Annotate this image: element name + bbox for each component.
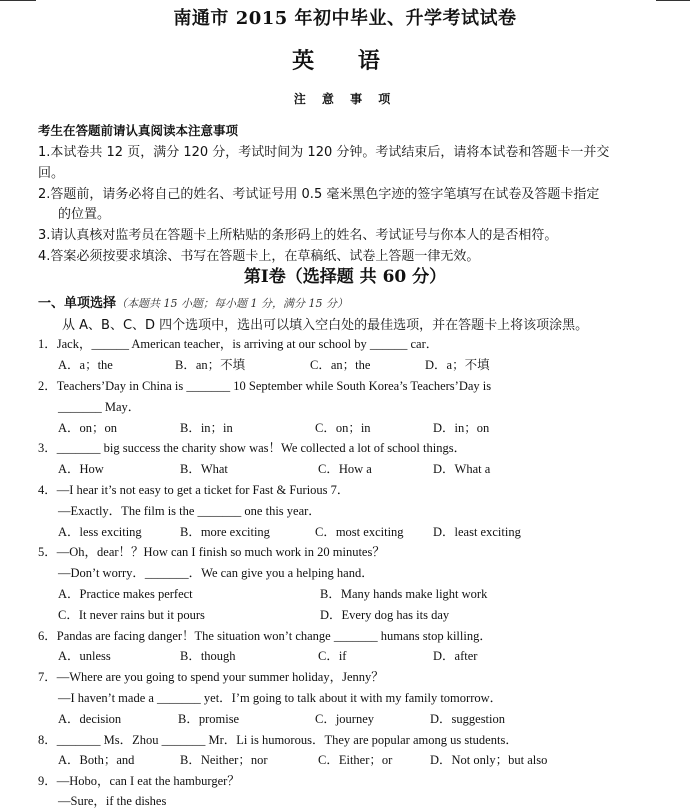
option-d: D．What a xyxy=(433,462,491,476)
option-d: D．Not only；but also xyxy=(430,753,548,767)
option-b: B．though xyxy=(180,649,236,663)
question-stem: 8．_______ Ms．Zhou _______ Mr．Li is humorous．They are popular among us students． xyxy=(38,733,518,747)
option-a: A．decision xyxy=(58,712,122,726)
option-d: D．least exciting xyxy=(433,525,521,539)
option-a: A．on；on xyxy=(58,421,118,435)
option-b: B．Many hands make light work xyxy=(320,587,488,601)
option-c: C．It never rains but it pours xyxy=(58,608,205,622)
part-title: 一、单项选择 xyxy=(38,296,117,311)
option-d: D．a；不填 xyxy=(425,358,490,372)
part-heading xyxy=(38,292,348,311)
subject-title: 英 语 xyxy=(292,48,398,74)
question-stem: —Exactly．The film is the _______ one this year． xyxy=(58,504,321,518)
option-c: C．most exciting xyxy=(315,525,404,539)
section-title: 第Ⅰ卷（选择题 共 60 分） xyxy=(243,267,447,287)
option-a: A．Practice makes perfect xyxy=(58,587,193,601)
question-stem: 1．Jack，______ American teacher，is arriving at our school by ______ car． xyxy=(38,337,439,351)
question-stem: —Sure，if the dishes xyxy=(58,794,167,808)
notice-line: 的位置。 xyxy=(58,207,111,222)
option-c: C．Either；or xyxy=(318,753,393,767)
question-stem: —Don’t worry．_______．We can give you a helping hand． xyxy=(58,566,374,580)
option-d: D．Every dog has its day xyxy=(320,608,450,622)
option-a: A．unless xyxy=(58,649,111,663)
notice-line: 1.本试卷共 12 页，满分 120 分，考试时间为 120 分钟。考试结束后，请将本试卷和答题卡一并交 xyxy=(38,145,610,160)
question-stem: 2．Teachers’Day in China is _______ 10 September while South Korea’s Teachers’Day is xyxy=(38,379,492,393)
option-a: A．less exciting xyxy=(58,525,142,539)
question-stem: 7．—Where are you going to spend your summer holiday，Jenny？ xyxy=(38,670,384,684)
option-d: D．suggestion xyxy=(430,712,506,726)
option-a: A．Both；and xyxy=(58,753,135,767)
top-edge-line-right xyxy=(656,0,690,1)
notice-heading: 考生在答题前请认真阅读本注意事项 xyxy=(38,123,239,138)
option-c: C．journey xyxy=(315,712,375,726)
top-edge-line-left xyxy=(0,0,36,1)
option-d: D．after xyxy=(433,649,478,663)
question-stem: _______ May． xyxy=(58,400,141,414)
notice-line: 3.请认真核对监考员在答题卡上所粘贴的条形码上的姓名、考试证号与你本人的是否相符。 xyxy=(38,228,558,243)
notice-line: 4.答案必须按要求填涂、书写在答题卡上，在草稿纸、试卷上答题一律无效。 xyxy=(38,249,480,264)
option-c: C．an；the xyxy=(310,358,371,372)
option-c: C．How a xyxy=(318,462,372,476)
option-c: C．if xyxy=(318,649,347,663)
question-stem: 3．_______ big success the charity show was！We collected a lot of school things． xyxy=(38,441,467,455)
option-b: B．in；in xyxy=(180,421,233,435)
question-stem: 6．Pandas are facing danger！The situation won’t change _______ humans stop killing． xyxy=(38,629,492,643)
question-stem: 4．—I hear it’s not easy to get a ticket for Fast & Furious 7． xyxy=(38,483,350,497)
option-b: B．an；不填 xyxy=(175,358,246,372)
part-note: （本题共 15 小题；每小题 1 分，满分 15 分） xyxy=(116,297,348,310)
option-b: B．promise xyxy=(178,712,240,726)
question-stem: 5．—Oh，dear！？How can I finish so much work in 20 minutes？ xyxy=(38,545,385,559)
question-stem: —I haven’t made a _______ yet．I’m going to talk about it with my family tomorrow． xyxy=(58,691,503,705)
question-stem: 9．—Hobo，can I eat the hamburger？ xyxy=(38,774,240,788)
part-instruction: 从 A、B、C、D 四个选项中，选出可以填入空白处的最佳选项，并在答题卡上将该项涂黑。 xyxy=(62,318,589,333)
option-a: A．How xyxy=(58,462,104,476)
option-b: B．What xyxy=(180,462,228,476)
notice-line: 回。 xyxy=(38,166,65,181)
notice-line: 2.答题前，请务必将自己的姓名、考试证号用 0.5 毫米黑色字迹的签字笔填写在试卷及答题卡指定 xyxy=(38,187,600,202)
option-a: A．a；the xyxy=(58,358,113,372)
option-b: B．Neither；nor xyxy=(180,753,268,767)
option-c: C．on；in xyxy=(315,421,371,435)
exam-title: 南通市 2015 年初中毕业、升学考试试卷 xyxy=(173,8,517,29)
option-b: B．more exciting xyxy=(180,525,270,539)
notes-title: 注 意 事 项 xyxy=(293,92,397,106)
option-d: D．in；on xyxy=(433,421,490,435)
